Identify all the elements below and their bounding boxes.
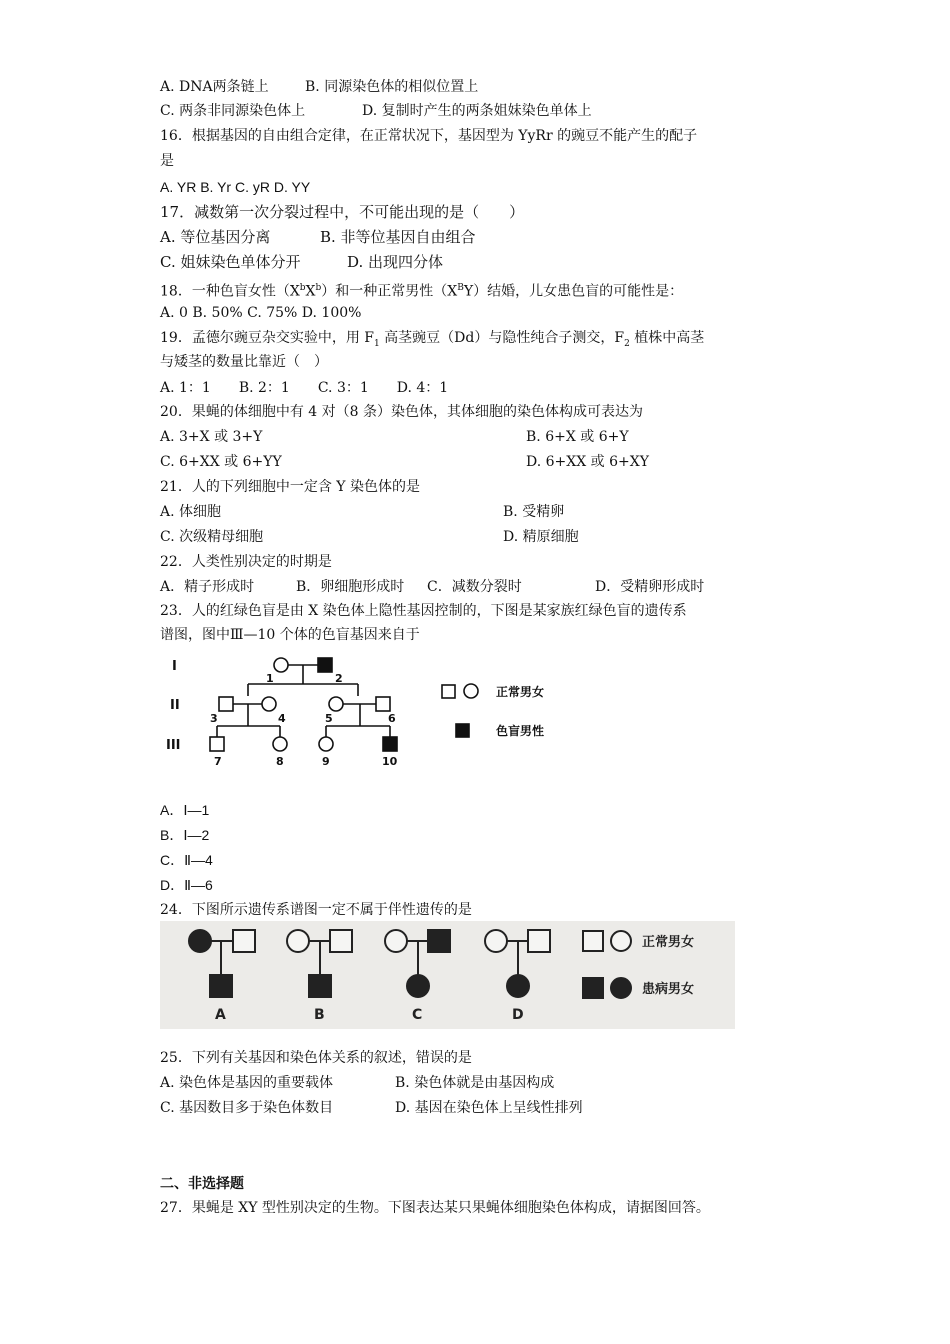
q21-option-a: A. 体细胞 — [160, 504, 222, 520]
individual-1-label: 1 — [266, 672, 274, 685]
q22-stem: 22．人类性别决定的时期是 — [160, 554, 332, 570]
q22-option-a: A．精子形成时 — [160, 579, 255, 595]
q15-option-c: C. 两条非同源染色体上 — [160, 103, 306, 119]
q21-option-c: C. 次级精母细胞 — [160, 529, 264, 545]
q15-option-a: A. DNA两条链上 — [160, 79, 269, 95]
q23-option-d: D．Ⅱ—6 — [160, 877, 213, 893]
q21-stem: 21．人的下列细胞中一定含 Y 染色体的是 — [160, 479, 420, 495]
q18-stem: 18．一种色盲女性$(X^bX^b)$和一种正常男性$(X^BY)$结婚，儿女患色盲的可能性是： — [160, 283, 684, 300]
q22-option-d: D．受精卵形成时 — [595, 579, 705, 595]
q20-stem: 20．果蝇的体细胞中有 4 对（8 条）染色体，其体细胞的染色体构成可表达为 — [160, 404, 643, 420]
q17-option-b: B. 非等位基因自由组合 — [320, 228, 476, 246]
legend-normal-label: 正常男女 — [642, 935, 695, 950]
q16-stem-cont: 是 — [160, 153, 174, 169]
q25-option-d: D. 基因在染色体上呈线性排列 — [395, 1100, 583, 1116]
individual-7-label: 7 — [214, 755, 222, 768]
q18-options: A. 0 B. 50% C. 75% D. 100% — [160, 305, 362, 321]
q15-option-b: B. 同源染色体的相似位置上 — [305, 79, 479, 95]
q20-option-c: C. 6+XX 或 6+YY — [160, 454, 282, 470]
individual-3-label: 3 — [210, 712, 218, 725]
generation-label-3: III — [166, 738, 181, 753]
legend-colorblind-label: 色盲男性 — [496, 724, 545, 738]
pedigree-b-label: B — [314, 1007, 325, 1023]
q16-options: A. YR B. Yr C. yR D. YY — [160, 179, 311, 195]
q19-stem-cont: 与矮茎的数量比靠近（ ） — [160, 354, 328, 370]
generation-label-2: II — [170, 698, 180, 713]
q22-option-c: C．减数分裂时 — [427, 579, 522, 595]
legend-affected-label: 患病男女 — [642, 982, 695, 997]
q17-option-c: C. 姐妹染色单体分开 — [160, 253, 301, 271]
q23-pedigree-figure — [160, 652, 580, 768]
legend-normal-label: 正常男女 — [496, 685, 545, 699]
q25-option-b: B. 染色体就是由基因构成 — [395, 1075, 555, 1091]
q21-option-d: D. 精原细胞 — [503, 529, 579, 545]
q19-options: A. 1：1 B. 2：1 C. 3：1 D. 4：1 — [160, 380, 449, 396]
individual-4-label: 4 — [278, 712, 286, 725]
section-heading: 二、非选择题 — [160, 1176, 244, 1192]
q16-stem: 16．根据基因的自由组合定律，在正常状况下，基因型为 YyRr 的豌豆不能产生的配子 — [160, 128, 698, 144]
q23-stem: 23．人的红绿色盲是由 X 染色体上隐性基因控制的，下图是某家族红绿色盲的遗传系 — [160, 603, 687, 619]
q23-option-a: A．Ⅰ—1 — [160, 802, 210, 818]
q23-option-c: C．Ⅱ—4 — [160, 852, 213, 868]
individual-10-label: 10 — [382, 755, 398, 768]
individual-5-label: 5 — [325, 712, 333, 725]
q15-option-d: D. 复制时产生的两条姐妹染色单体上 — [362, 103, 592, 119]
q23-option-b: B．Ⅰ—2 — [160, 827, 210, 843]
individual-8-label: 8 — [276, 755, 284, 768]
pedigree-c-label: C — [412, 1007, 423, 1023]
q27-stem: 27．果蝇是 XY 型性别决定的生物。下图表达某只果蝇体细胞染色体构成，请据图回答。 — [160, 1200, 710, 1216]
pedigree-d-label: D — [512, 1007, 524, 1023]
q20-option-d: D. 6+XX 或 6+XY — [526, 454, 649, 470]
q24-pedigree-figure — [160, 921, 735, 1029]
q24-stem: 24．下图所示遗传系谱图一定不属于伴性遗传的是 — [160, 902, 472, 918]
q20-option-b: B. 6+X 或 6+Y — [526, 429, 629, 445]
pedigree-a-label: A — [215, 1007, 226, 1023]
q25-option-c: C. 基因数目多于染色体数目 — [160, 1100, 334, 1116]
q25-stem: 25．下列有关基因和染色体关系的叙述，错误的是 — [160, 1050, 472, 1066]
q25-option-a: A. 染色体是基因的重要载体 — [160, 1075, 334, 1091]
q17-stem: 17．减数第一次分裂过程中，不可能出现的是（ ） — [160, 203, 525, 221]
q20-option-a: A. 3+X 或 3+Y — [160, 429, 263, 445]
q22-option-b: B．卵细胞形成时 — [296, 579, 405, 595]
individual-9-label: 9 — [322, 755, 330, 768]
individual-2-label: 2 — [335, 672, 343, 685]
q19-stem: 19．孟德尔豌豆杂交实验中，用 $F_1$ 高茎豌豆（Dd）与隐性纯合子测交，$F_2$ 植株中高茎 — [160, 330, 705, 349]
q17-option-a: A. 等位基因分离 — [160, 228, 271, 246]
q17-option-d: D. 出现四分体 — [347, 253, 444, 271]
q23-stem-cont: 谱图，图中Ⅲ—10 个体的色盲基因来自于 — [160, 627, 420, 643]
individual-6-label: 6 — [388, 712, 396, 725]
generation-label-1: I — [172, 659, 177, 674]
q21-option-b: B. 受精卵 — [503, 504, 565, 520]
